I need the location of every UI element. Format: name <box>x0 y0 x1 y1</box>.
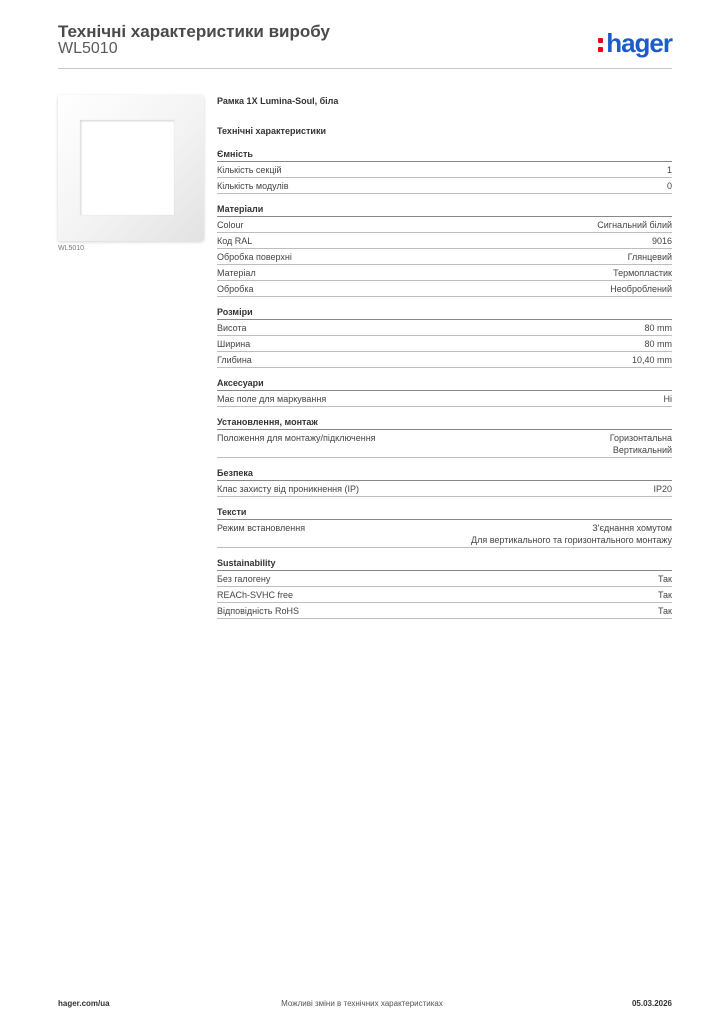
spec-row <box>217 162 672 178</box>
spec-row-value-line: 0 <box>666 181 672 191</box>
spec-section-title: Установлення, монтаж <box>217 417 672 430</box>
spec-row-label: Без галогену <box>217 574 271 584</box>
spec-row-value-line: 10,40 mm <box>631 355 672 365</box>
spec-row-label: Глибина <box>217 355 252 365</box>
spec-row-value-line: З'єднання хомутом <box>592 523 672 533</box>
spec-row-value-line: Так <box>657 606 672 616</box>
spec-row-value <box>653 483 672 495</box>
spec-section <box>217 149 672 194</box>
spec-row-value <box>652 235 672 247</box>
spec-row-value-line: Так <box>657 574 672 584</box>
spec-section <box>217 378 672 407</box>
footer-note: Можливі зміни в технічних характеристиках <box>281 999 443 1008</box>
spec-row-label: Кількість секцій <box>217 165 282 175</box>
spec-row-value <box>610 432 672 456</box>
spec-row-value <box>658 573 672 585</box>
header-divider <box>58 68 672 69</box>
brand-name: hager <box>606 28 672 58</box>
spec-row <box>217 430 672 458</box>
spec-row-label: Клас захисту від проникнення (IP) <box>217 484 360 494</box>
footer-website[interactable]: hager.com/ua <box>58 999 110 1008</box>
spec-row-label: Матеріал <box>217 268 256 278</box>
spec-section <box>217 417 672 458</box>
spec-row-label: Colour <box>217 220 244 230</box>
spec-row-value <box>597 219 672 231</box>
spec-row <box>217 265 672 281</box>
page-title: Технічні характеристики виробу <box>58 22 330 41</box>
spec-row <box>217 178 672 194</box>
spec-row-value <box>613 267 672 279</box>
spec-row-value <box>628 251 672 263</box>
logo-dots-icon <box>598 35 604 53</box>
spec-row-value <box>610 283 672 295</box>
spec-row-label: Режим встановлення <box>217 523 306 533</box>
spec-row-value-line: Для вертикального та горизонтального монтажу <box>470 535 672 545</box>
spec-row <box>217 520 672 548</box>
spec-row-label: Обробка поверхні <box>217 252 292 262</box>
spec-row-value <box>664 393 673 405</box>
spec-row-value-line: 80 mm <box>644 323 672 333</box>
spec-row <box>217 320 672 336</box>
product-image <box>58 95 204 241</box>
spec-section <box>217 307 672 368</box>
spec-section-title: Безпека <box>217 468 672 481</box>
spec-section <box>217 507 672 548</box>
spec-row-value-line: Термопластик <box>613 268 672 278</box>
spec-row-label: Висота <box>217 323 247 333</box>
spec-row-label: Відповідність RoHS <box>217 606 299 616</box>
spec-row <box>217 217 672 233</box>
spec-row-value-line: 1 <box>666 165 672 175</box>
spec-row-value-line: Ні <box>663 394 672 404</box>
product-code: WL5010 <box>58 40 118 57</box>
spec-section-title: Sustainability <box>217 558 672 571</box>
spec-section-title: Аксесуари <box>217 378 672 391</box>
spec-section-title: Тексти <box>217 507 672 520</box>
spec-row-label: Має поле для маркування <box>217 394 327 404</box>
spec-section <box>217 558 672 619</box>
spec-row <box>217 281 672 297</box>
spec-row-value-line: Сигнальний білий <box>597 220 672 230</box>
spec-row-value-line: Так <box>657 590 672 600</box>
spec-section <box>217 468 672 497</box>
spec-row-label: Ширина <box>217 339 251 349</box>
spec-row-value <box>644 322 672 334</box>
spec-row <box>217 481 672 497</box>
spec-row <box>217 233 672 249</box>
brand-logo <box>598 28 672 59</box>
spec-row <box>217 603 672 619</box>
spec-row-label: REACh-SVHC free <box>217 590 294 600</box>
spec-row-label: Обробка <box>217 284 254 294</box>
product-image-caption: WL5010 <box>58 245 85 252</box>
spec-row-value-line: Глянцевий <box>627 252 672 262</box>
spec-section-title: Ємність <box>217 149 672 162</box>
spec-row-label: Кількість модулів <box>217 181 289 191</box>
spec-row-value <box>658 589 672 601</box>
spec-row <box>217 391 672 407</box>
spec-row <box>217 571 672 587</box>
spec-row-value <box>658 605 672 617</box>
spec-row-value <box>667 164 672 176</box>
spec-row-value-line: Необроблений <box>610 284 672 294</box>
spec-row-value-line: Горизонтальна <box>609 433 672 443</box>
spec-row <box>217 587 672 603</box>
spec-row <box>217 352 672 368</box>
spec-row-value <box>644 338 672 350</box>
spec-row-value <box>667 180 672 192</box>
product-name: Рамка 1X Lumina-Soul, біла <box>217 96 339 106</box>
spec-row-value <box>632 354 672 366</box>
spec-row <box>217 249 672 265</box>
spec-section-title: Матеріали <box>217 204 672 217</box>
spec-row-value-line: 80 mm <box>644 339 672 349</box>
spec-row-value-line: 9016 <box>651 236 672 246</box>
tech-characteristics-title: Технічні характеристики <box>217 126 326 136</box>
footer-date: 05.03.2026 <box>631 999 672 1008</box>
spec-section-title: Розміри <box>217 307 672 320</box>
spec-table <box>217 96 672 629</box>
spec-row-value-line: Вертикальний <box>612 445 672 455</box>
spec-section <box>217 204 672 297</box>
spec-row <box>217 336 672 352</box>
spec-row-value-line: IP20 <box>653 484 672 494</box>
spec-row-value <box>471 522 672 546</box>
spec-row-label: Положення для монтажу/підключення <box>217 433 376 443</box>
spec-row-label: Код RAL <box>217 236 253 246</box>
